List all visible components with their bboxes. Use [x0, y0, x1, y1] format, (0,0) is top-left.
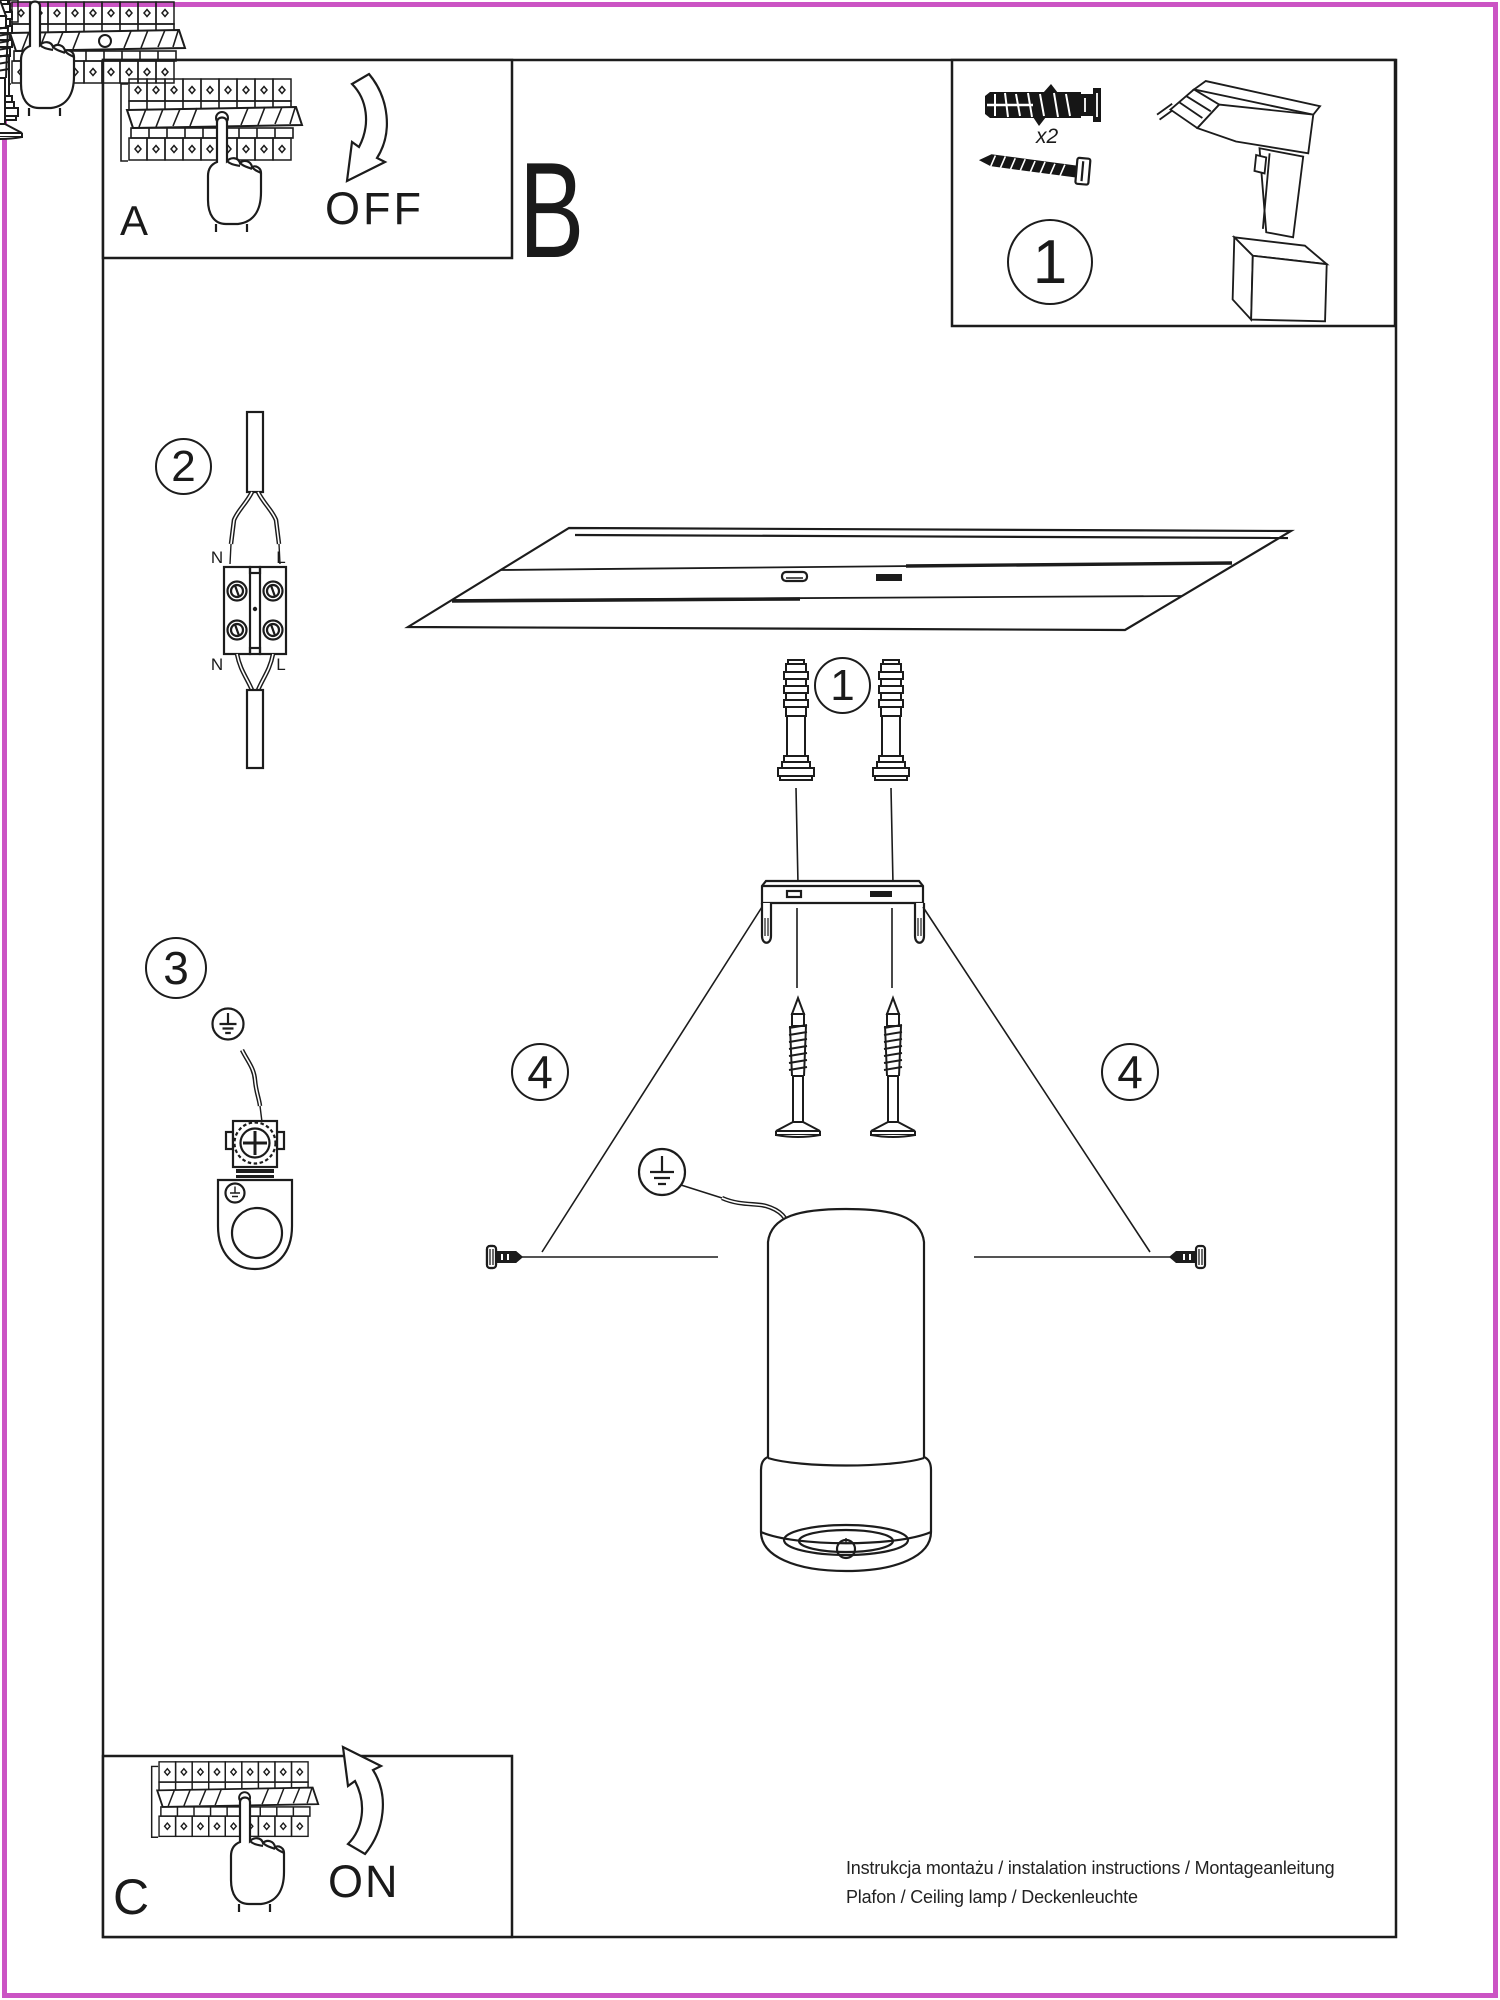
side-screw-right-icon [1169, 1246, 1205, 1268]
on-label: ON [328, 1856, 400, 1907]
footer-product-name: Plafon / Ceiling lamp / Deckenleuchte [846, 1887, 1138, 1907]
callout-anchor-step: 1 [814, 657, 871, 714]
wall-anchor-left-icon [778, 660, 814, 780]
callout-screw-right: 4 [1101, 1043, 1159, 1101]
off-label: OFF [325, 183, 424, 234]
quantity-label: x2 [1036, 125, 1059, 148]
callout-step-2: 2 [155, 438, 212, 495]
callout-step-3: 3 [145, 937, 207, 999]
terminal-n-bottom-label: N [210, 655, 224, 674]
ground-symbol-icon [213, 1009, 244, 1040]
ground-symbol-large-icon [639, 1149, 685, 1195]
side-screw-left-icon [487, 1246, 523, 1268]
lamp-body [761, 1209, 931, 1571]
terminal-n-top-label: N [210, 548, 224, 567]
wall-anchor-right-icon [873, 660, 909, 780]
section-b-label: B [519, 134, 585, 286]
terminal-l-top-label: L [276, 548, 286, 567]
footer-instructions-title: Instrukcja montażu / instalation instructions / Montageanleitung [846, 1858, 1335, 1878]
callout-screw-left: 4 [511, 1043, 569, 1101]
panel-a-label: A [120, 197, 149, 244]
callout-parts-step: 1 [1007, 219, 1093, 305]
mounting-bracket [762, 881, 924, 943]
earthing-diagram [213, 1009, 293, 1270]
screw-right-icon [871, 998, 915, 1137]
content-border [103, 60, 1396, 1937]
screw-left-icon [776, 998, 820, 1137]
wiring-diagram [224, 412, 286, 768]
ceiling-panel [408, 528, 1291, 630]
panel-c-label: C [113, 1869, 150, 1925]
terminal-l-bottom-label: L [276, 655, 286, 674]
